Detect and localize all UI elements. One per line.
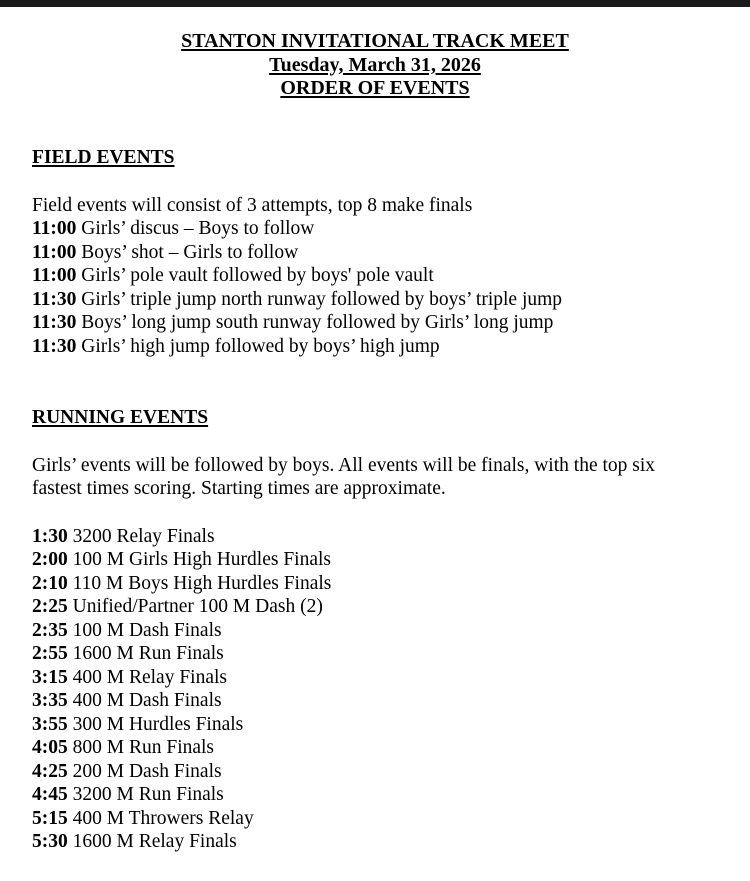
event-description: 100 M Dash Finals (72, 619, 222, 641)
event-description: 400 M Throwers Relay (72, 807, 254, 829)
field-events-intro: Field events will consist of 3 attempts, top 8 make finals (32, 194, 473, 216)
event-time: 2:35 (32, 619, 68, 641)
event-time: 11:30 (32, 335, 77, 357)
running-event-row (32, 548, 732, 572)
top-bar (0, 0, 750, 7)
event-description: Unified/Partner 100 M Dash (2) (72, 596, 323, 617)
event-description: 300 M Hurdles Finals (72, 713, 244, 735)
running-event-row (32, 666, 732, 690)
event-time: 11:00 (32, 241, 77, 263)
event-description: Boys’ shot – Girls to follow (81, 241, 299, 263)
running-events-intro-line1: Girls’ events will be followed by boys. All events will be finals, with the top six (32, 454, 656, 476)
document-body (32, 146, 732, 854)
event-description: 800 M Run Finals (72, 737, 215, 758)
field-event-row (32, 288, 732, 312)
field-event-row (32, 311, 732, 335)
running-event-row (32, 642, 732, 666)
document-header (0, 30, 750, 101)
running-event-row (32, 689, 732, 713)
event-time: 4:25 (32, 760, 68, 782)
order-of-events-title: ORDER OF EVENTS (280, 77, 470, 99)
event-description: Girls’ pole vault followed by boys' pole vault (81, 265, 434, 286)
event-description: 1600 M Run Finals (72, 643, 224, 664)
event-description: Boys’ long jump south runway followed by Girls’ long jump (81, 312, 554, 333)
field-event-row (32, 335, 732, 359)
event-time: 1:30 (32, 525, 68, 547)
event-time: 5:30 (32, 831, 68, 852)
running-event-row (32, 807, 732, 831)
event-time: 5:15 (32, 807, 68, 829)
running-event-row (32, 736, 732, 760)
event-description: 400 M Dash Finals (72, 690, 222, 711)
running-events-heading: RUNNING EVENTS (32, 407, 209, 428)
running-event-row (32, 713, 732, 737)
meet-title: STANTON INVITATIONAL TRACK MEET (181, 30, 569, 52)
event-time: 3:55 (32, 713, 68, 735)
running-event-row (32, 572, 732, 596)
running-events-intro-line2: fastest times scoring. Starting times are approximate. (32, 478, 446, 499)
running-event-row (32, 595, 732, 619)
running-events-list (32, 525, 732, 854)
event-description: 3200 M Run Finals (72, 784, 224, 805)
running-event-row (32, 525, 732, 549)
running-event-row (32, 619, 732, 643)
event-description: Girls’ discus – Boys to follow (81, 218, 315, 239)
event-time: 3:15 (32, 666, 68, 688)
event-time: 11:00 (32, 265, 77, 286)
field-events-heading: FIELD EVENTS (32, 147, 175, 168)
event-description: 3200 Relay Finals (72, 525, 215, 547)
event-time: 4:05 (32, 737, 68, 758)
event-description: Girls’ triple jump north runway followed by boys’ triple jump (81, 288, 563, 310)
event-time: 2:10 (32, 572, 68, 594)
event-description: 400 M Relay Finals (72, 666, 227, 688)
event-description: 1600 M Relay Finals (72, 831, 237, 852)
event-time: 4:45 (32, 784, 68, 805)
event-description: Girls’ high jump followed by boys’ high jump (81, 335, 440, 357)
event-description: 110 M Boys High Hurdles Finals (72, 572, 332, 594)
running-event-row (32, 760, 732, 784)
event-time: 2:55 (32, 643, 68, 664)
event-description: 100 M Girls High Hurdles Finals (72, 549, 331, 570)
field-event-row (32, 264, 732, 288)
running-event-row (32, 830, 732, 854)
event-time: 3:35 (32, 690, 68, 711)
event-time: 11:30 (32, 288, 77, 310)
event-time: 11:00 (32, 218, 77, 239)
event-time: 11:30 (32, 312, 77, 333)
event-time: 2:00 (32, 549, 68, 570)
field-events-list (32, 217, 732, 358)
event-description: 200 M Dash Finals (72, 760, 222, 782)
event-time: 2:25 (32, 596, 68, 617)
meet-date: Tuesday, March 31, 2026 (269, 53, 481, 76)
field-event-row (32, 241, 732, 265)
field-event-row (32, 217, 732, 241)
running-event-row (32, 783, 732, 807)
